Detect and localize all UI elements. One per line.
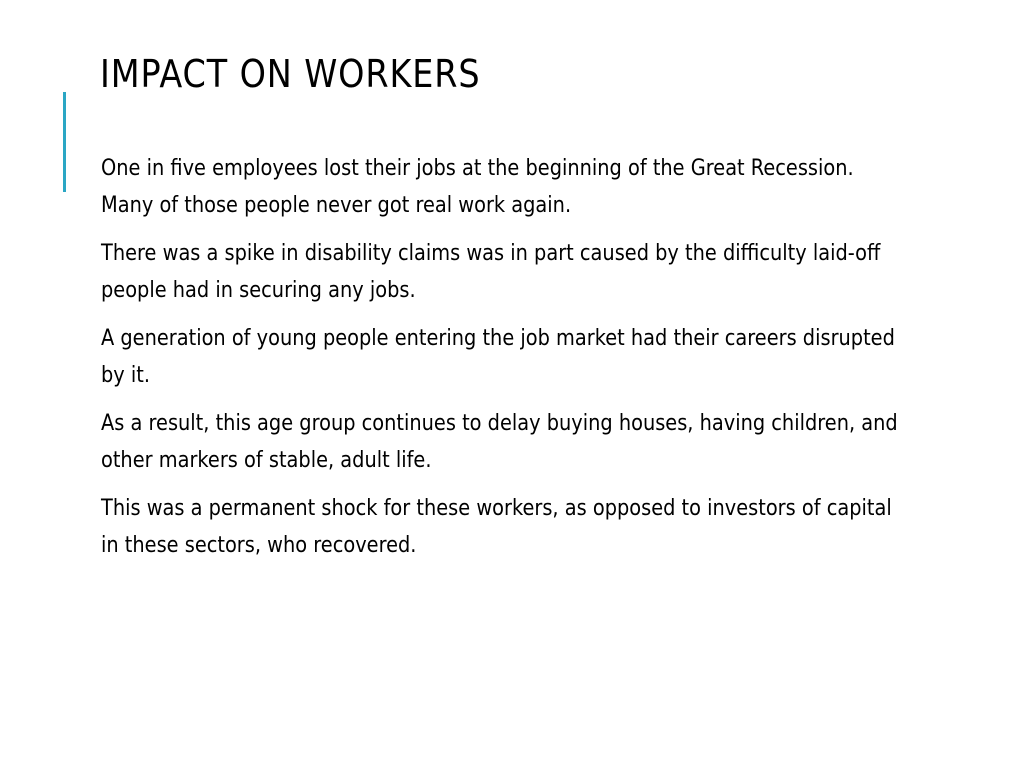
paragraph-permanent-shock: This was a permanent shock for these workers, as opposed to investors of capital in these sectors, who recovered. — [101, 496, 892, 558]
paragraph-disability-claims: There was a spike in disability claims was in part caused by the difficulty laid-off people had in securing any jobs. — [101, 241, 881, 303]
paragraph-delayed-milestones: As a result, this age group continues to delay buying houses, having children, and other markers of stable, adult life. — [101, 411, 898, 473]
paragraph-job-losses: One in five employees lost their jobs at the beginning of the Great Recession. Many of those people never got real work again. — [101, 156, 854, 218]
paragraph-young-generation: A generation of young people entering the job market had their careers disrupted by it. — [101, 326, 895, 388]
accent-bar — [63, 92, 66, 192]
slide-title: IMPACT ON WORKERS — [100, 52, 481, 96]
slide-body — [101, 150, 901, 575]
